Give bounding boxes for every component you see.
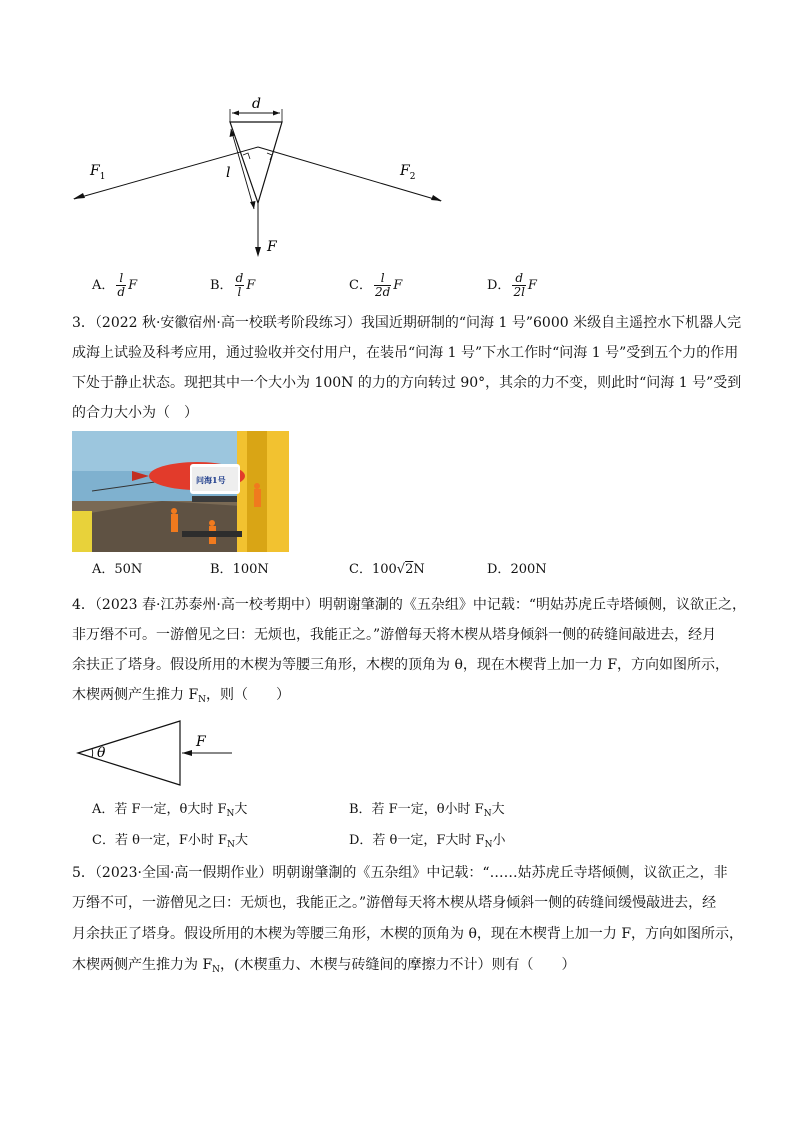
q5-line-4: 木楔两侧产生推力为 $F_N$，(木楔重力、木楔与砖缝间的摩擦力不计）则有（ ）	[72, 957, 576, 975]
q3-line-3: 下处于静止状态。现把其中一个大小为 100N 的力的方向转过 90°，其余的力不变，则此时“问海 1 号”受到	[72, 375, 742, 391]
wedge-force-diagram	[60, 95, 460, 260]
q2-option-d[interactable]: D． $\frac{d}{2l}$ F	[487, 271, 537, 299]
q5-line-1: 5．（2023·全国·高一假期作业）明朝谢肇淛的《五杂组》中记载：“……姑苏虎丘寺塔倾侧，议欲正之，非	[72, 865, 728, 881]
svg-text:F1	[89, 163, 105, 182]
wedge-theta-diagram	[72, 718, 242, 790]
wedge-triangle	[78, 721, 180, 785]
q2-option-a[interactable]: A． $\frac{l}{d}$ F	[92, 271, 138, 299]
svg-text:F2	[399, 163, 415, 182]
label-F1: F	[90, 163, 100, 179]
label-d: d	[252, 96, 261, 112]
q4-line-4: 木楔两侧产生推力 $F_N$，则（ ）	[72, 687, 291, 705]
q3-option-c[interactable]: C．100√2N	[349, 562, 425, 577]
q3-line-2: 成海上试验及科考应用，通过验收并交付用户，在装吊“问海 1 号”下水工作时“问海 1 号”受到五个力的作用	[72, 345, 739, 361]
wedge-triangle	[230, 122, 282, 203]
photo-robot-label: 问海1号	[196, 475, 226, 485]
q4-option-a[interactable]: A．若 F一定，θ大时 $F_N$大	[92, 802, 248, 819]
q4-option-c[interactable]: C．若 θ一定，F小时 $F_N$大	[92, 833, 248, 850]
label-theta: θ	[97, 745, 106, 761]
q3-line-1: 3．（2022 秋·安徽宿州·高一校联考阶段练习）我国近期研制的“问海 1 号”6000 米级自主遥控水下机器人完	[72, 315, 742, 331]
q5-line-3: 月余扶正了塔身。假设所用的木楔为等腰三角形，木楔的顶角为 θ，现在木楔背上加一力 F，方向如图所示，	[72, 926, 744, 942]
label-F2-sub: 2	[409, 172, 416, 182]
q4-option-b[interactable]: B．若 F一定，θ小时 $F_N$大	[349, 802, 505, 819]
q4-option-d[interactable]: D．若 θ一定，F大时 $F_N$小	[349, 833, 506, 850]
q3-option-b[interactable]: B．100N	[210, 562, 269, 577]
label-F: F	[267, 239, 277, 255]
q3-option-a[interactable]: A．50N	[92, 562, 143, 577]
wenhai-robot-photo	[72, 431, 289, 552]
label-F1-sub: 1	[99, 172, 106, 182]
label-F: F	[196, 734, 206, 750]
q2-option-c[interactable]: C． $\frac{l}{2d}$ F	[349, 271, 403, 299]
q2-option-b[interactable]: B． $\frac{d}{l}$ F	[210, 271, 256, 299]
q4-line-3: 余扶正了塔身。假设所用的木楔为等腰三角形，木楔的顶角为 θ，现在木楔背上加一力 F，方向如图所示，	[72, 657, 730, 673]
q5-line-2: 万缗不可，一游僧见之曰：无烦也，我能正之。”游僧每天将木楔从塔身倾斜一侧的砖缝间缓慢敲进去，经	[72, 895, 717, 911]
q3-line-4: 的合力大小为（ ）	[72, 405, 198, 421]
label-F2: F	[400, 163, 410, 179]
q4-line-1: 4．（2023 春·江苏泰州·高一校考期中）明朝谢肇淛的《五杂组》中记载：“明姑苏虎丘寺塔倾侧，议欲正之，	[72, 597, 747, 613]
q4-line-2: 非万缗不可。一游僧见之曰：无烦也，我能正之。”游僧每天将木楔从塔身倾斜一侧的砖缝间敲进去，经月	[72, 627, 717, 643]
q3-option-d[interactable]: D．200N	[487, 562, 547, 577]
label-l: l	[226, 165, 231, 181]
